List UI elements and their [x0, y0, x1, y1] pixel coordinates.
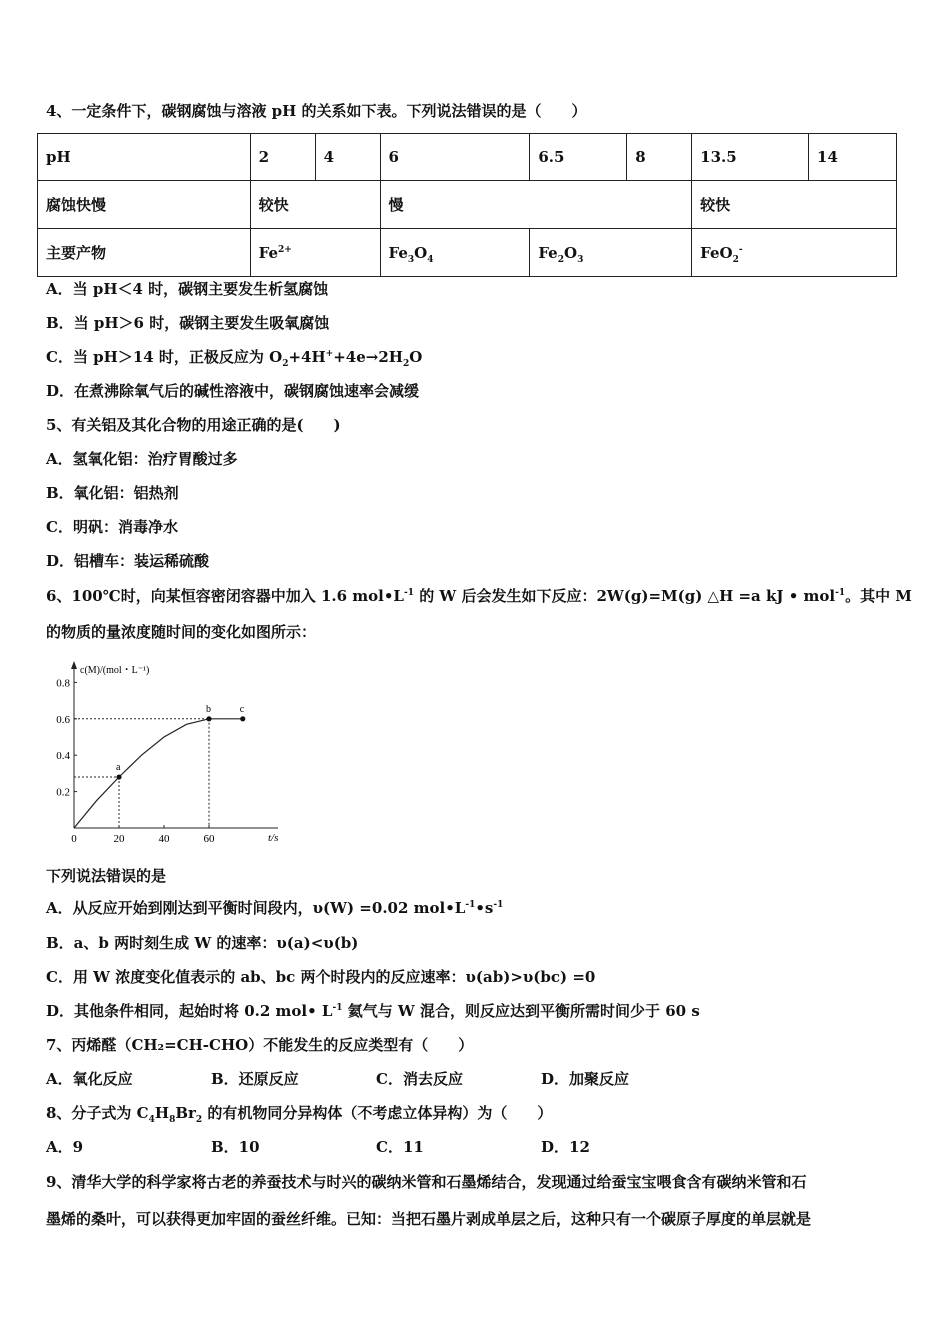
- y-tick-label: 0.4: [56, 750, 70, 763]
- q4-option-a: A．当 pH＜4 时，碳钢主要发生析氢腐蚀: [46, 280, 329, 298]
- y-axis-arrow: [71, 661, 77, 669]
- q4-stem: 4、一定条件下，碳钢腐蚀与溶液 pH 的关系如下表。下列说法错误的是（ ）: [46, 102, 587, 120]
- q6-after: 下列说法错误的是: [46, 867, 167, 885]
- q7-option-d: D．加聚反应: [541, 1070, 630, 1088]
- table-cell: 4: [315, 134, 380, 181]
- point-label: c: [239, 703, 245, 715]
- y-tick-label: 0.2: [56, 786, 70, 799]
- x-tick-label: 20: [113, 833, 125, 845]
- y-tick-label: 0.8: [56, 677, 70, 690]
- concentration-chart: [40, 655, 300, 850]
- q5-option-c: C．明矾：消毒净水: [46, 518, 178, 536]
- table-cell: 腐蚀快慢: [38, 181, 251, 229]
- q8-option-a: A．9: [46, 1138, 84, 1156]
- q6-option-b: B．a、b 两时刻生成 W 的速率：υ(a)<υ(b): [46, 934, 359, 952]
- q5-option-a: A．氢氧化铝：治疗胃酸过多: [46, 450, 238, 468]
- q6-option-a: A．从反应开始到刚达到平衡时间段内，υ(W) =0.02 $mol•L^{-1}•s^{-1}$: [46, 899, 504, 917]
- table-cell: 较快: [692, 181, 897, 229]
- table-cell: 2: [250, 134, 315, 181]
- q5-stem: 5、有关铝及其化合物的用途正确的是( ): [46, 416, 341, 434]
- x-tick-label: 60: [203, 833, 215, 845]
- q7-stem: 7、丙烯醛（CH₂=CH-CHO）不能发生的反应类型有（ ）: [46, 1036, 474, 1054]
- q8-stem: 8、分子式为 $C_4H_8Br_2$ 的有机物同分异构体（不考虑立体异构）为（ ）: [46, 1104, 553, 1125]
- x-axis-label: t/s: [268, 832, 279, 844]
- q6-option-d: D．其他条件相同，起始时将 0.2 mol• $L^{-1}$ 氦气与 W 混合，则反应达到平衡所需时间少于 60 s: [46, 1002, 700, 1020]
- q4-option-d: D．在煮沸除氧气后的碱性溶液中，碳钢腐蚀速率会减缓: [46, 382, 420, 400]
- table-cell: 14: [809, 134, 897, 181]
- point-label: a: [116, 762, 121, 774]
- table-cell: 慢: [380, 181, 692, 229]
- table-cell: pH: [38, 134, 251, 181]
- table-cell: $Fe_3O_4$: [380, 229, 530, 277]
- table-row: [38, 181, 897, 229]
- q7-option-b: B．还原反应: [211, 1070, 299, 1088]
- q4-option-c: C．当 pH＞14 时，正极反应为 $O_2+4H^++4e\to 2H_2O$: [46, 348, 423, 369]
- series-line: [74, 719, 243, 828]
- q9-line-2: 墨烯的桑叶，可以获得更加牢固的蚕丝纤维。已知：当把石墨片剥成单层之后，这种只有一个碳原子厚度的单层就是: [46, 1210, 812, 1228]
- data-point: [116, 774, 121, 779]
- data-point: [206, 716, 211, 721]
- q9-line-1: 9、清华大学的科学家将古老的养蚕技术与时兴的碳纳米管和石墨烯结合，发现通过给蚕宝宝喂食含有碳纳米管和石: [46, 1173, 807, 1191]
- q8-option-b: B．10: [211, 1138, 260, 1156]
- table-cell: FeO$_2$-: [692, 229, 897, 277]
- table-cell: 13.5: [692, 134, 809, 181]
- table-cell: 较快: [250, 181, 380, 229]
- q8-option-d: D．12: [541, 1138, 590, 1156]
- q7-option-c: C．消去反应: [376, 1070, 463, 1088]
- ph-table: [37, 133, 897, 277]
- table-cell: 6: [380, 134, 530, 181]
- table-row: [38, 134, 897, 181]
- y-axis-label: c(M)/(mol・L⁻¹): [80, 665, 150, 676]
- point-label: b: [206, 703, 211, 715]
- q4-option-b: B．当 pH＞6 时，碳钢主要发生吸氧腐蚀: [46, 314, 330, 332]
- table-cell: $Fe^{2+}$: [250, 229, 380, 277]
- table-cell: 6.5: [530, 134, 627, 181]
- data-point: [240, 716, 245, 721]
- table-cell: 8: [627, 134, 692, 181]
- q5-option-b: B．氧化铝：铝热剂: [46, 484, 179, 502]
- y-tick-label: 0.6: [56, 713, 70, 726]
- table-row: [38, 229, 897, 277]
- table-cell: 主要产物: [38, 229, 251, 277]
- x-tick-label: 0: [71, 833, 77, 845]
- q6-stem-cont: 的物质的量浓度随时间的变化如图所示：: [46, 623, 317, 641]
- q6-option-c: C．用 W 浓度变化值表示的 ab、bc 两个时段内的反应速率：υ(ab)>υ(bc) =0: [46, 968, 596, 986]
- q5-option-d: D．铝槽车：装运稀硫酸: [46, 552, 210, 570]
- q6-stem: 6、100℃时，向某恒容密闭容器中加入 1.6 $mol•L^{-1}$ 的 W 后会发生如下反应：2W(g)=M(g) △H =a kJ • mol$^{-1}$。其中 M: [46, 587, 912, 605]
- q8-option-c: C．11: [376, 1138, 424, 1156]
- q7-option-a: A．氧化反应: [46, 1070, 133, 1088]
- table-cell: $Fe_2O_3$: [530, 229, 692, 277]
- x-tick-label: 40: [158, 833, 170, 845]
